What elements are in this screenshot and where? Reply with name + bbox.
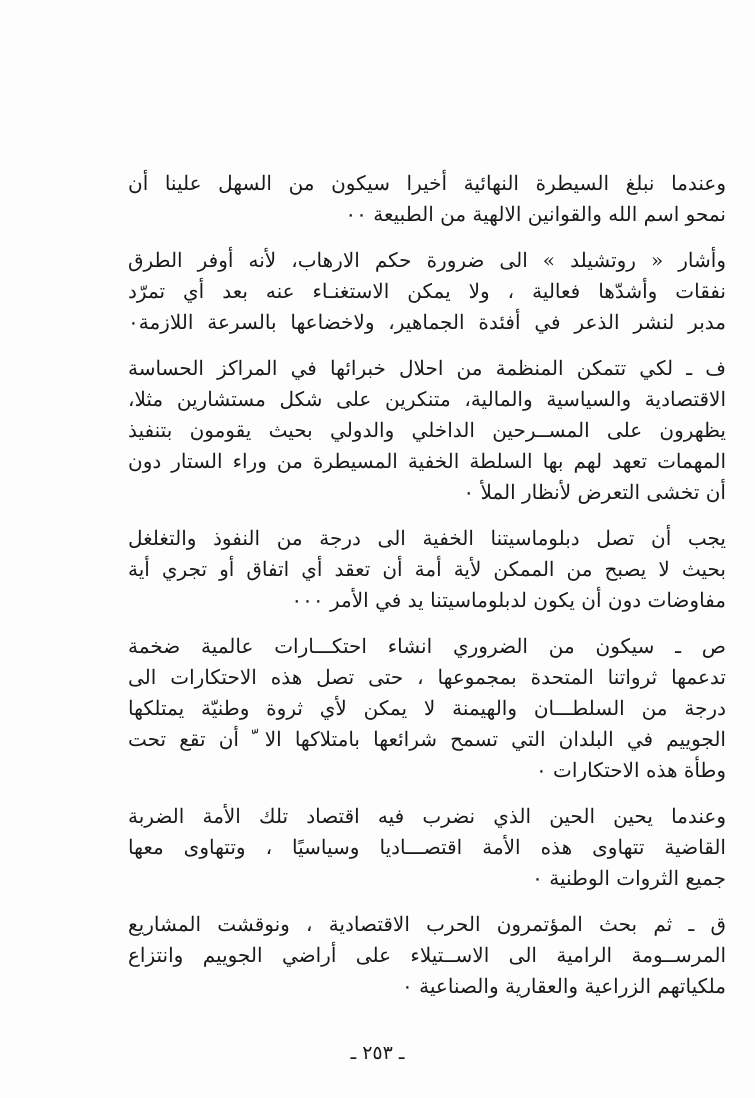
text-line: بحيث لا يصبح من الممكن لأية أمة أن تعقد أي اتفاق أو تجري أية: [128, 557, 726, 581]
text-line: أن تخشى التعرض لأنظار الملأ ٠: [463, 480, 726, 504]
paragraph-5: [128, 631, 726, 786]
paragraph-7: [128, 909, 726, 1002]
page-number: ـ ٢٥٣ ـ: [350, 1042, 405, 1064]
text-line: الجوييم في البلدان التي تسمح شرائعها بامتلاكها الا ّ أن تقع تحت: [128, 727, 726, 751]
text-line: ملكياتهم الزراعية والعقارية والصناعية ٠: [402, 974, 726, 998]
text-line: جميع الثروات الوطنية ٠: [532, 866, 726, 890]
text-line: نفقات وأشدّها فعالية ، ولا يمكن الاستغنـاء عنه بعد أي تمرّد: [128, 279, 726, 303]
text-line: القاضية تتهاوى هذه الأمة اقتصـــاديا وسياسيًا ، وتتهاوى معها: [128, 835, 726, 859]
text-line: نمحو اسم الله والقوانين الالهية من الطبيعة ٠٠: [345, 202, 726, 226]
text-line: مفاوضات دون أن يكون لدبلوماسيتنا يد في الأمر ٠٠٠: [291, 588, 726, 612]
paragraph-6: [128, 801, 726, 894]
text-line: يجب أن تصل دبلوماسيتنا الخفية الى درجة من النفوذ والتغلغل: [128, 526, 726, 550]
text-line: وعندما نبلغ السيطرة النهائية أخيرا سيكون من السهل علينا أن: [128, 171, 726, 195]
text-line: المهمات تعهد لهم بها السلطة الخفية المسيطرة من وراء الستار دون: [128, 449, 726, 473]
text-line: يظهرون على المســرحين الداخلي والدولي بحيث يقومون بتنفيذ: [128, 418, 726, 442]
text-line: وعندما يحين الحين الذي نضرب فيه اقتصاد تلك الأمة الضربة: [128, 804, 726, 828]
paragraph-3: [128, 353, 726, 508]
text-line: وطأة هذه الاحتكارات ٠: [535, 758, 726, 782]
body-text: [128, 168, 726, 1017]
text-line: ص ـ سيكون من الضروري انشاء احتكـــارات عالمية ضخمة: [128, 634, 726, 658]
paragraph-1: [128, 168, 726, 230]
text-line: تدعمها ثرواتنا المتحدة بمجموعها ، حتى تصل هذه الاحتكارات الى: [128, 665, 726, 689]
text-line: المرســومة الرامية الى الاســتيلاء على أراضي الجوييم وانتزاع: [128, 943, 726, 967]
text-line: درجة من السلطـــان والهيمنة لا يمكن لأي ثروة وطنيّة يمتلكها: [128, 696, 726, 720]
paragraph-2: [128, 245, 726, 338]
text-line: وأشار « روتشيلد » الى ضرورة حكم الارهاب، لأنه أوفر الطرق: [128, 248, 726, 272]
paragraph-4: [128, 523, 726, 616]
text-line: الاقتصادية والسياسية والمالية، متنكرين على شكل مستشارين مثلا،: [128, 387, 726, 411]
text-line: مدبر لنشر الذعر في أفئدة الجماهير، ولاخضاعها بالسرعة اللازمة٠: [128, 310, 726, 334]
text-line: ق ـ ثم بحث المؤتمرون الحرب الاقتصادية ، ونوقشت المشاريع: [128, 912, 726, 936]
text-line: ف ـ لكي تتمكن المنظمة من احلال خبرائها في المراكز الحساسة: [128, 356, 726, 380]
